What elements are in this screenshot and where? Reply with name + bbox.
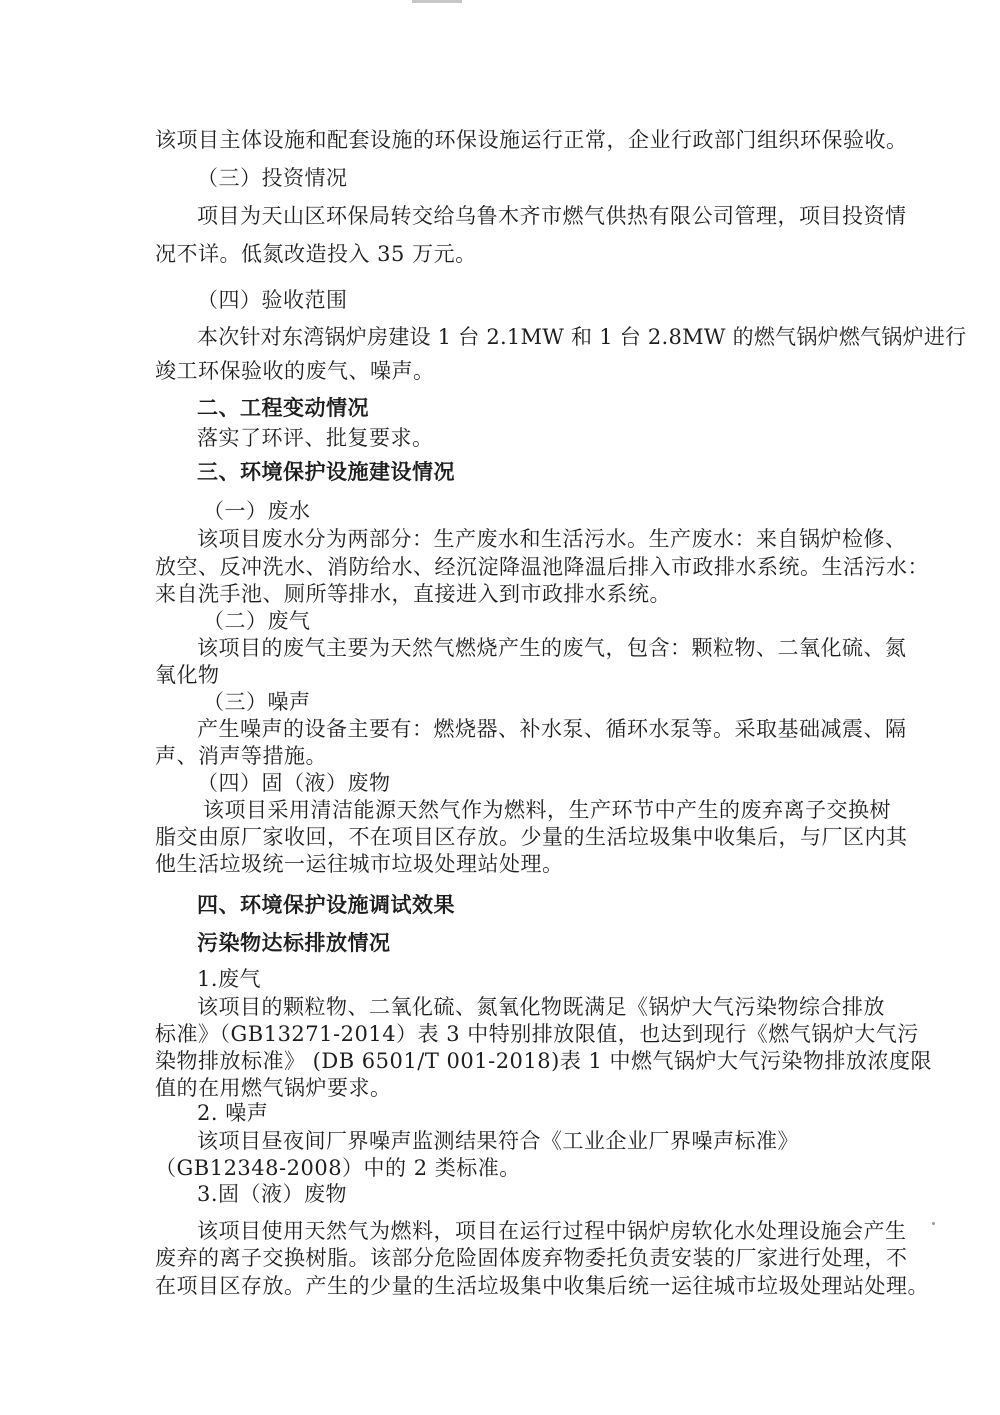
paragraph-line: 该项目昼夜间厂界噪声监测结果符合《工业企业厂界噪声标准》 bbox=[197, 1129, 799, 1153]
paragraph-line: 脂交由原厂家收回，不在项目区存放。少量的生活垃圾集中收集后，与厂区内其 bbox=[155, 825, 908, 849]
paragraph-line: （GB12348-2008）中的 2 类标准。 bbox=[155, 1156, 521, 1180]
section-heading: （三）投资情况 bbox=[197, 166, 348, 190]
paragraph-line: 该项目的颗粒物、二氧化硫、氮氧化物既满足《锅炉大气污染物综合排放 bbox=[197, 995, 885, 1019]
section-heading: （四）验收范围 bbox=[197, 288, 348, 312]
paragraph-line: 该项目主体设施和配套设施的环保设施运行正常，企业行政部门组织环保验收。 bbox=[155, 128, 908, 152]
paragraph-line: 该项目的废气主要为天然气燃烧产生的废气，包含：颗粒物、二氧化硫、氮 bbox=[197, 636, 907, 660]
chapter-heading: 三、环境保护设施建设情况 bbox=[197, 460, 455, 484]
paragraph-line: 来自洗手池、厕所等排水，直接进入到市政排水系统。 bbox=[155, 582, 671, 606]
paragraph-line: 该项目使用天然气为燃料，项目在运行过程中锅炉房软化水处理设施会产生 bbox=[197, 1219, 907, 1243]
paragraph-line: 产生噪声的设备主要有：燃烧器、补水泵、循环水泵等。采取基础减震、隔 bbox=[197, 717, 907, 741]
paragraph-line: 标准》（GB13271-2014）表 3 中特别排放限值，也达到现行《燃气锅炉大气污 bbox=[155, 1022, 919, 1046]
subheading: 3.固（液）废物 bbox=[197, 1182, 348, 1206]
section-heading: （三）噪声 bbox=[203, 690, 311, 714]
paragraph-line: 本次针对东湾锅炉房建设 1 台 2.1MW 和 1 台 2.8MW 的燃气锅炉燃气锅炉进行 bbox=[197, 325, 967, 349]
scan-speck bbox=[932, 1222, 935, 1225]
paragraph-line: 该项目采用清洁能源天然气作为燃料，生产环节中产生的废弃离子交换树 bbox=[203, 798, 891, 822]
paragraph-line: 声、消声等措施。 bbox=[155, 744, 327, 768]
subheading: 1.废气 bbox=[197, 967, 262, 991]
subheading: 2. 噪声 bbox=[197, 1101, 269, 1125]
paragraph-line: 况不详。低氮改造投入 35 万元。 bbox=[155, 242, 477, 266]
paragraph-line: 落实了环评、批复要求。 bbox=[197, 426, 434, 450]
paragraph-line: 竣工环保验收的废气、噪声。 bbox=[155, 359, 435, 383]
paragraph-line: 氧化物 bbox=[155, 663, 220, 687]
paragraph-line: 废弃的离子交换树脂。该部分危险固体废弃物委托负责安装的厂家进行处理，不 bbox=[155, 1246, 908, 1270]
paragraph-line: 项目为天山区环保局转交给乌鲁木齐市燃气供热有限公司管理，项目投资情 bbox=[197, 204, 907, 228]
chapter-heading: 二、工程变动情况 bbox=[197, 396, 369, 420]
paragraph-line: 染物排放标准》 (DB 6501/T 001-2018)表 1 中燃气锅炉大气污染物排放浓度限 bbox=[155, 1049, 933, 1073]
section-heading: （一）废水 bbox=[203, 499, 311, 523]
subheading: 污染物达标排放情况 bbox=[197, 931, 391, 955]
paragraph-line: 值的在用燃气锅炉要求。 bbox=[155, 1076, 392, 1100]
paragraph-line: 在项目区存放。产生的少量的生活垃圾集中收集后统一运往城市垃圾处理站处理。 bbox=[155, 1274, 929, 1298]
chapter-heading: 四、环境保护设施调试效果 bbox=[197, 893, 455, 917]
section-heading: （二）废气 bbox=[203, 609, 311, 633]
paragraph-line: 他生活垃圾统一运往城市垃圾处理站处理。 bbox=[155, 852, 564, 876]
scan-mark bbox=[412, 0, 462, 3]
section-heading: （四）固（液）废物 bbox=[197, 771, 391, 795]
paragraph-line: 放空、反冲洗水、消防给水、经沉淀降温池降温后排入市政排水系统。生活污水： bbox=[155, 555, 929, 579]
paragraph-line: 该项目废水分为两部分：生产废水和生活污水。生产废水：来自锅炉检修、 bbox=[197, 527, 907, 551]
